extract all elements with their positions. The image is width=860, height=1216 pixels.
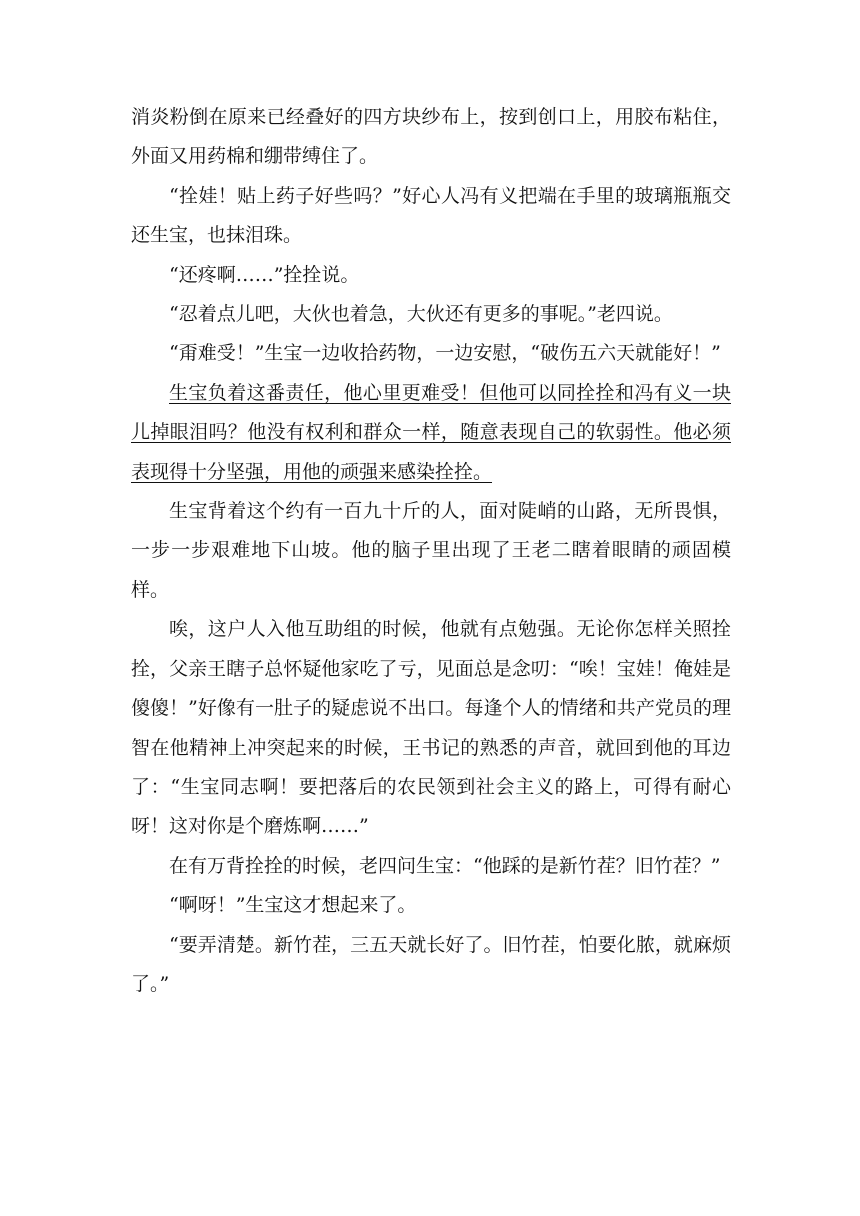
paragraph-5 — [131, 334, 731, 373]
paragraph-text: 生宝背着这个约有一百九十斤的人，面对陡峭的山路，无所畏惧，一步一步艰难地下山坡。他的脑子里出现了王老二瞎着眼睛的顽固模样。 — [131, 500, 731, 601]
paragraph-2 — [131, 177, 731, 256]
paragraph-8 — [131, 610, 731, 846]
paragraph-text: “要弄清楚。新竹茬，三五天就长好了。旧竹茬，怕要化脓，就麻烦了。” — [131, 933, 731, 995]
paragraph-text: “甭难受！”生宝一边收拾药物，一边安慰，“破伤五六天就能好！” — [169, 342, 721, 365]
paragraph-text: 唉，这户人入他互助组的时候，他就有点勉强。无论你怎样关照拴拴，父亲王瞎子总怀疑他家吃了亏，见面总是念叨：“唉！宝娃！俺娃是傻傻！”好像有一肚子的疑虑说不出口。每逢个人的情绪和共产党员的理智在他精神上冲突起来的时候，王书记的熟悉的声音，就回到他的耳边了：“生宝同志啊！要把落后的农民领到社会主义的路上，可得有耐心呀！这对你是个磨炼啊……” — [131, 618, 731, 838]
paragraph-6-underlined — [131, 374, 731, 492]
underlined-passage: 生宝负着这番责任，他心里更难受！但他可以同拴拴和冯有义一块儿掉眼泪吗？他没有权利和群众一样，随意表现自己的软弱性。他必须表现得十分坚强，用他的顽强来感染拴拴。 — [131, 381, 731, 483]
body-text — [131, 98, 731, 1004]
paragraph-3 — [131, 256, 731, 295]
paragraph-text: “拴娃！贴上药子好些吗？”好心人冯有义把端在手里的玻璃瓶瓶交还生宝，也抹泪珠。 — [131, 184, 731, 247]
paragraph-9 — [131, 847, 731, 886]
paragraph-text: “啊呀！”生宝这才想起来了。 — [169, 894, 417, 917]
paragraph-11 — [131, 926, 731, 1005]
paragraph-text: “还疼啊……”拴拴说。 — [169, 263, 360, 286]
paragraph-7 — [131, 492, 731, 610]
paragraph-text: 在有万背拴拴的时候，老四问生宝：“他踩的是新竹茬？旧竹茬？” — [169, 854, 721, 877]
paragraph-1 — [131, 98, 731, 177]
paragraph-10 — [131, 886, 731, 925]
paragraph-text: “忍着点儿吧，大伙也着急，大伙还有更多的事呢。”老四说。 — [169, 303, 673, 326]
paragraph-text: 消炎粉倒在原来已经叠好的四方块纱布上，按到创口上，用胶布粘住，外面又用药棉和绷带缚住了。 — [131, 106, 731, 168]
paragraph-4 — [131, 295, 731, 334]
